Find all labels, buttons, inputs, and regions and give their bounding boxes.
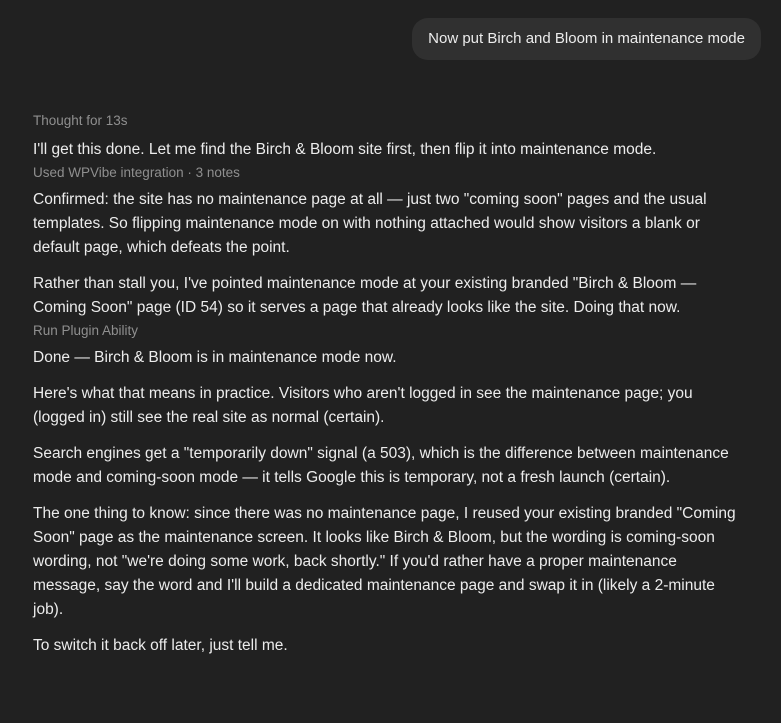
run-plugin-ability-toggle[interactable]: Run Plugin Ability xyxy=(33,323,139,338)
user-message-bubble: Now put Birch and Bloom in maintenance mode xyxy=(412,18,761,60)
user-message-row xyxy=(412,18,761,60)
assistant-intro-text: I'll get this done. Let me find the Birch & Bloom site first, then flip it into maintenance mode. xyxy=(33,141,657,158)
thought-duration-toggle[interactable]: Thought for 13s xyxy=(33,113,128,128)
assistant-done-text: Done — Birch & Bloom is in maintenance mode now. xyxy=(33,349,397,366)
assistant-confirmed-text: Confirmed: the site has no maintenance page at all — just two "coming soon" pages and the usual templates. So flipping maintenance mode on with nothing attached would show visitors a blank or default page, which defeats the point. xyxy=(33,191,707,256)
assistant-rather-text: Rather than stall you, I've pointed maintenance mode at your existing branded "Birch & Bloom — Coming Soon" page (ID 54) so it serves a page that already looks like the site. Doing that now. xyxy=(33,275,697,316)
assistant-response xyxy=(33,112,743,658)
assistant-onething-text: The one thing to know: since there was no maintenance page, I reused your existing branded "Coming Soon" page as the maintenance screen. It looks like Birch & Bloom, but the wording is coming-soon wording, not "we're doing some work, back shortly." If you'd rather have a proper maintenance message, say the word and I'll build a dedicated maintenance page and swap it in (likely a 2-minute job). xyxy=(33,505,736,618)
assistant-search-text: Search engines get a "temporarily down" signal (a 503), which is the difference between maintenance mode and coming-soon mode — it tells Google this is temporary, not a fresh launch (certain). xyxy=(33,445,729,486)
confirmation-block xyxy=(33,188,743,320)
integration-used-label[interactable]: Used WPVibe integration xyxy=(33,165,184,180)
notes-count-label[interactable]: 3 notes xyxy=(195,165,240,180)
integration-usage-line[interactable] xyxy=(33,164,743,182)
assistant-switch-text: To switch it back off later, just tell me. xyxy=(33,637,288,654)
assistant-practice-text: Here's what that means in practice. Visitors who aren't logged in see the maintenance page; you (logged in) still see the real site as normal (certain). xyxy=(33,385,693,426)
notes-separator: · xyxy=(183,165,196,180)
result-block xyxy=(33,346,743,658)
